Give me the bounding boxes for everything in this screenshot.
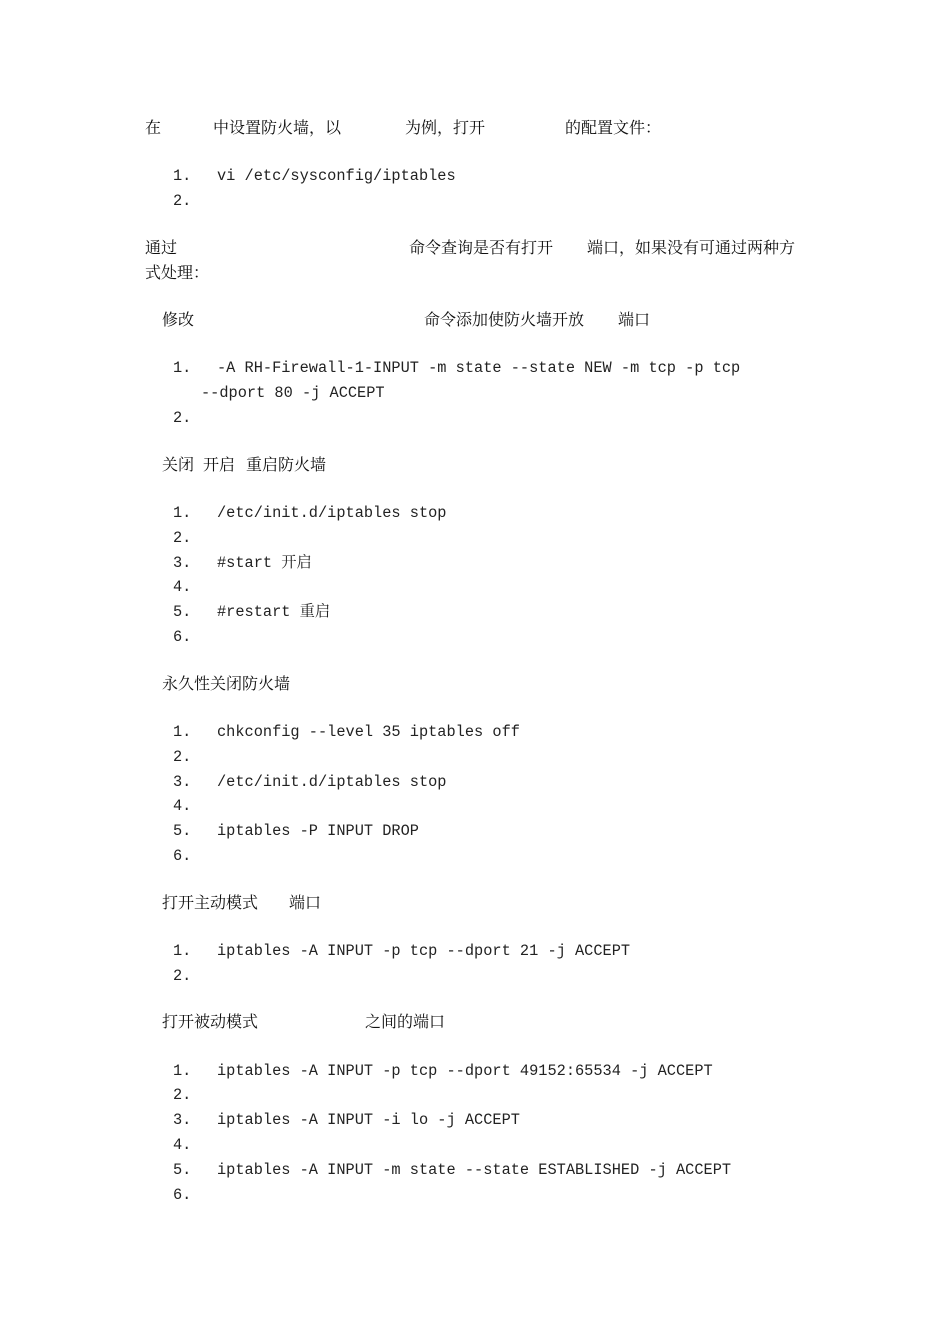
code3-line-number-1: 1. <box>173 504 192 522</box>
code6-line-3: iptables -A INPUT -i lo -j ACCEPT <box>217 1111 520 1129</box>
code4-line-number-4: 4. <box>173 797 192 815</box>
code2-line-1b: --dport 80 -j ACCEPT <box>201 384 385 402</box>
code3-line-3: #start 开启 <box>217 554 312 572</box>
code6-line-number-4: 4. <box>173 1136 192 1154</box>
code5-line-number-1: 1. <box>173 942 192 960</box>
code6-line-number-5: 5. <box>173 1161 192 1179</box>
code3-line-number-3: 3. <box>173 554 192 572</box>
para2-text-3: 端口，如果没有可通过两种方 <box>587 238 796 257</box>
code4-line-3: /etc/init.d/iptables stop <box>217 773 447 791</box>
active-heading-2: 端口 <box>289 893 322 912</box>
code4-line-number-6: 6. <box>173 847 192 865</box>
modify-heading-2: 命令添加使防火墙开放 <box>424 310 585 329</box>
para2-text-line2: 式处理： <box>145 263 210 282</box>
code5-line-number-2: 2. <box>173 967 192 985</box>
code4-line-1: chkconfig --level 35 iptables off <box>217 723 520 741</box>
intro-text-2: 中设置防火墙，以 <box>213 118 342 137</box>
code6-line-number-2: 2. <box>173 1086 192 1104</box>
code6-line-5: iptables -A INPUT -m state --state ESTABLISHED -j ACCEPT <box>217 1161 732 1179</box>
code2-line-number-2: 2. <box>173 409 192 427</box>
permanent-heading: 永久性关闭防火墙 <box>162 674 291 693</box>
code4-line-number-2: 2. <box>173 748 192 766</box>
intro-text-1: 在 <box>145 118 162 137</box>
toggle-heading-2: 开启 <box>203 455 236 474</box>
code3-line-number-4: 4. <box>173 578 192 596</box>
code2-line-1a: -A RH-Firewall-1-INPUT -m state --state NEW -m tcp -p tcp <box>217 359 741 377</box>
passive-heading-2: 之间的端口 <box>365 1012 446 1031</box>
toggle-heading-3: 重启防火墙 <box>246 455 327 474</box>
toggle-heading-1: 关闭 <box>162 455 195 474</box>
modify-heading-1: 修改 <box>162 310 195 329</box>
code1-line-1: vi /etc/sysconfig/iptables <box>217 167 456 185</box>
code3-line-1: /etc/init.d/iptables stop <box>217 504 447 522</box>
code4-line-number-3: 3. <box>173 773 192 791</box>
active-heading-1: 打开主动模式 <box>162 893 259 912</box>
code6-line-1: iptables -A INPUT -p tcp --dport 49152:65534 -j ACCEPT <box>217 1062 713 1080</box>
code4-line-5: iptables -P INPUT DROP <box>217 822 419 840</box>
code6-line-number-6: 6. <box>173 1186 192 1204</box>
code1-line-number-2: 2. <box>173 192 192 210</box>
code3-line-number-2: 2. <box>173 529 192 547</box>
intro-text-4: 的配置文件： <box>565 118 662 137</box>
code6-line-number-1: 1. <box>173 1062 192 1080</box>
code3-line-5: #restart 重启 <box>217 603 331 621</box>
code6-line-number-3: 3. <box>173 1111 192 1129</box>
code1-line-number-1: 1. <box>173 167 192 185</box>
code3-line-number-6: 6. <box>173 628 192 646</box>
code4-line-number-1: 1. <box>173 723 192 741</box>
code2-line-number-1: 1. <box>173 359 192 377</box>
intro-text-3: 为例，打开 <box>405 118 486 137</box>
para2-text-2: 命令查询是否有打开 <box>409 238 554 257</box>
para2-text-1: 通过 <box>145 238 178 257</box>
code4-line-number-5: 5. <box>173 822 192 840</box>
code5-line-1: iptables -A INPUT -p tcp --dport 21 -j ACCEPT <box>217 942 631 960</box>
code3-line-number-5: 5. <box>173 603 192 621</box>
passive-heading-1: 打开被动模式 <box>162 1012 259 1031</box>
modify-heading-3: 端口 <box>618 310 651 329</box>
